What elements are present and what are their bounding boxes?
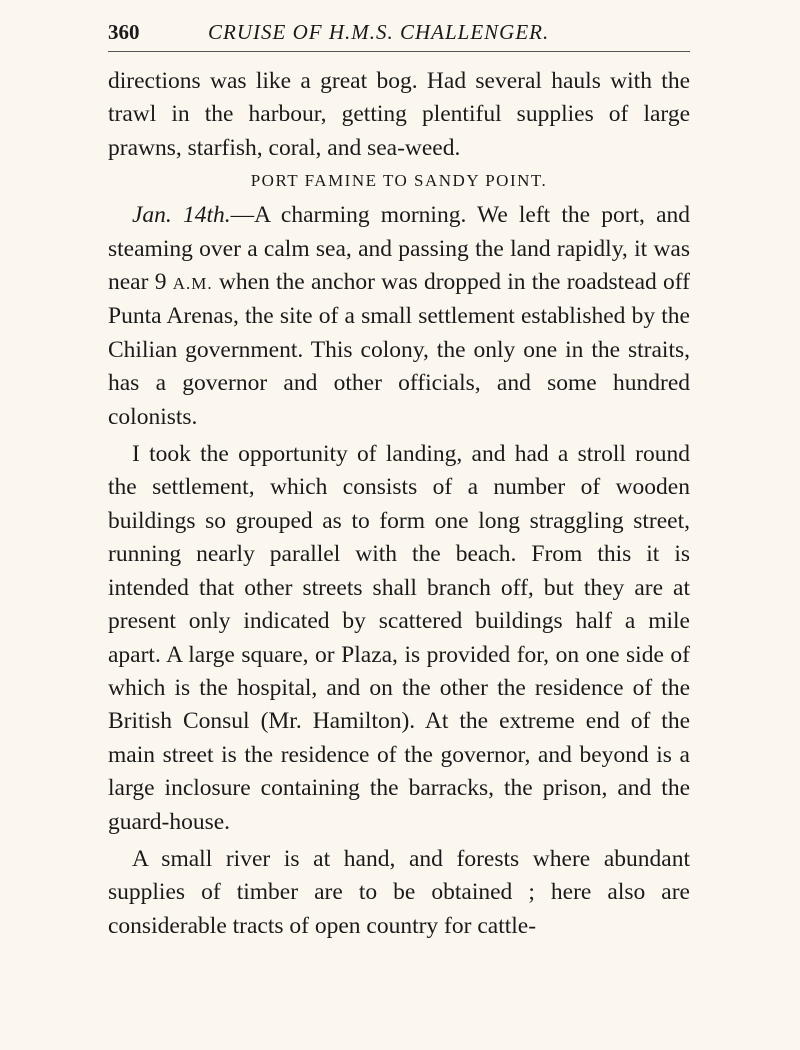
body-text xyxy=(108,65,690,943)
date-lead: Jan. 14th. xyxy=(132,202,231,229)
page-number: 360 xyxy=(108,20,140,44)
paragraph-text: —A charming morning. We left the port, and steaming over a calm sea, and passing the land rapidly, it was near 9 xyxy=(108,202,690,296)
paragraph-river: A small river is at hand, and forests where abundant supplies of timber are to be obtained ; here also are considerable tracts of open country for cattle- xyxy=(108,845,690,939)
running-title: CRUISE OF H.M.S. CHALLENGER. xyxy=(208,20,550,44)
paragraph-continuation: directions was like a great bog. Had several hauls with the trawl in the harbour, getting plentiful supplies of large prawns, starfish, coral, and sea-weed. xyxy=(108,68,690,161)
paragraph-jan-14 xyxy=(108,199,690,434)
header-rule xyxy=(108,51,690,52)
time-abbreviation: A.M. xyxy=(172,274,213,294)
paragraph-settlement: I took the opportunity of landing, and had a stroll round the settlement, which consists of a number of wooden buildings so grouped as to form one long straggling street, running nearly parallel with the beach. From this it is intended that other streets shall branch off, but they are at present only indicated by scattered buildings half a mile apart. A large square, or Plaza, is provided for, on one side of which is the hospital, and on the other the residence of the British Consul (Mr. Hamilton). At the extreme end of the main street is the residence of the governor, and beyond is a large inclosure containing the barracks, the prison, and the guard-house. xyxy=(108,441,690,835)
running-head xyxy=(108,18,690,48)
paragraph-text: when the anchor was dropped in the roadstead off Punta Arenas, the site of a small settlement established by the Chilian government. This colony, the only one in the straits, has a governor and other officials, and some hundred colonists. xyxy=(108,269,691,430)
section-heading: PORT FAMINE TO SANDY POINT. xyxy=(250,171,548,191)
